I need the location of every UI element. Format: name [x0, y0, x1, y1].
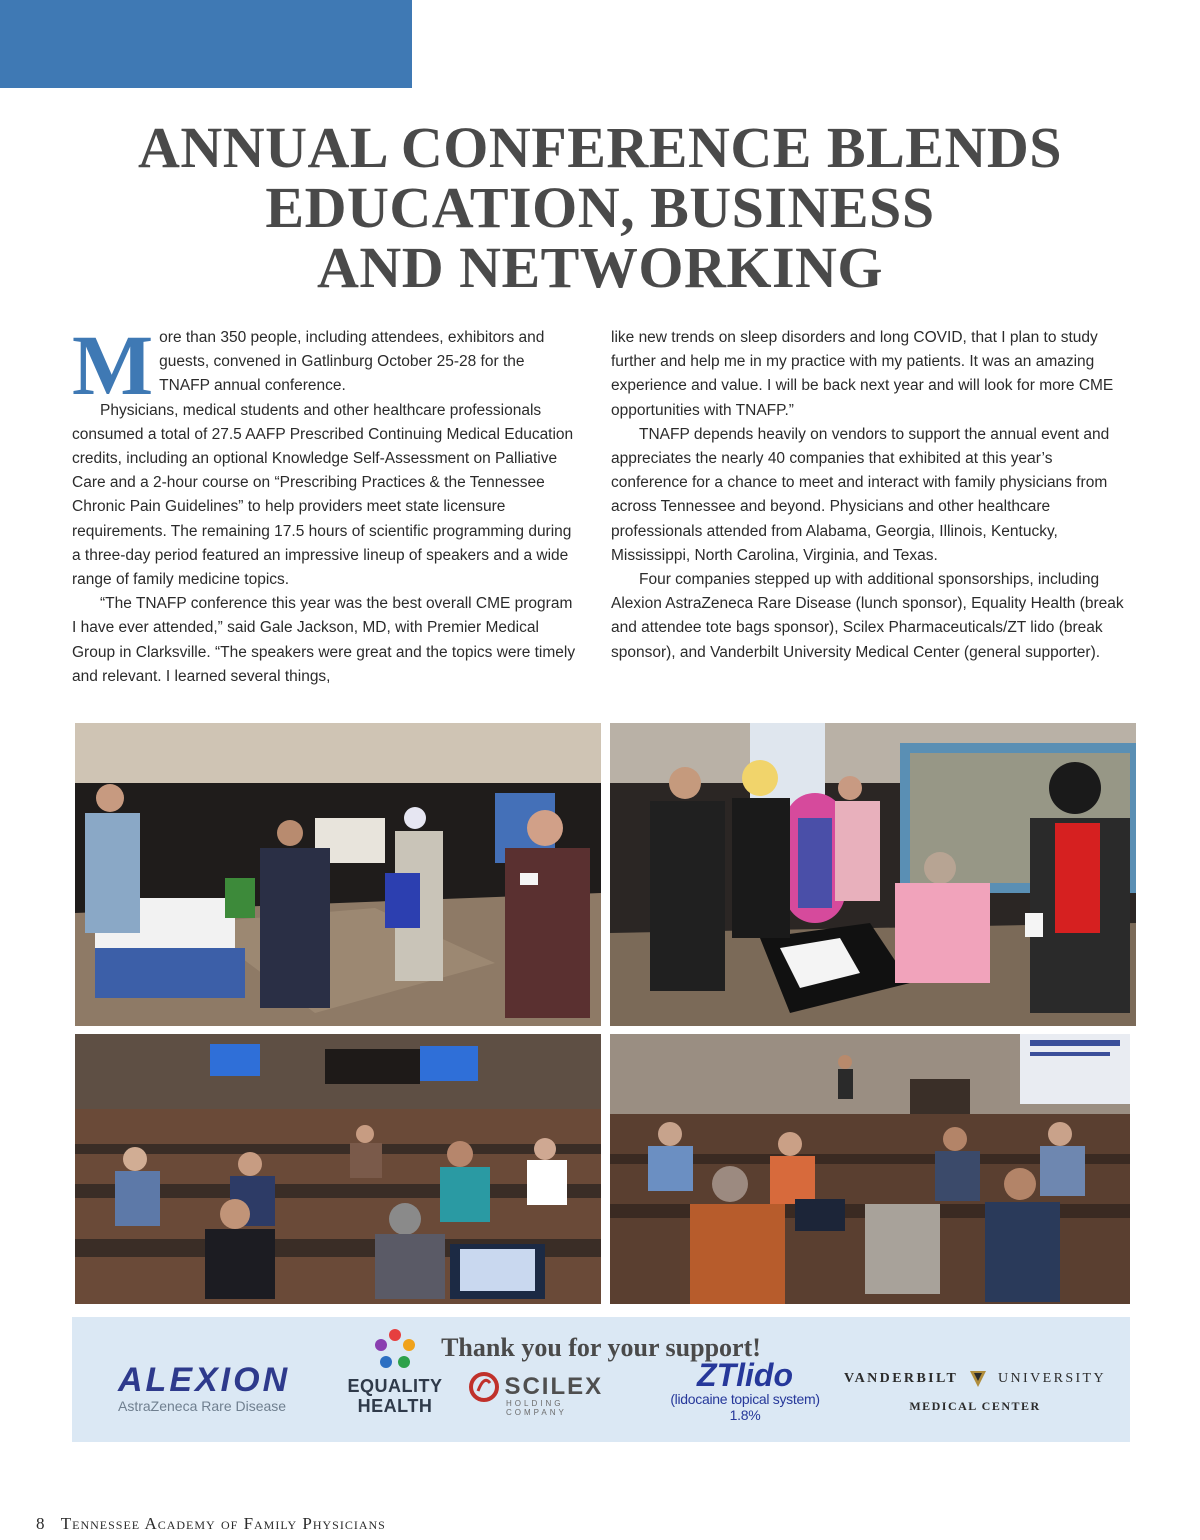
sponsor-heading: Thank you for your support! — [441, 1333, 761, 1362]
scilex-logo — [468, 1371, 628, 1417]
paragraph-2: Physicians, medical students and other healthcare professionals consumed a total of 27.5 AAFP Prescribed Continuing Medical Education credits, including an optional Knowledge Self-Assessment on Palliative Care and a 2-hour course on “Prescribing Practices & the Tennessee Chronic Pain Guidelines” to help providers meet state licensure requirements. The remaining 17.5 hours of scientific programming during a three-day period featured an impressive lineup of speakers and a wide range of family medicine topics. — [72, 401, 574, 589]
sponsor-thanks-band — [72, 1317, 1130, 1442]
photo-speaker-session — [610, 1034, 1130, 1304]
vanderbilt-logo-name — [840, 1369, 1110, 1389]
alexion-logo-tagline: AstraZeneca Rare Disease — [118, 1398, 287, 1414]
ztlido-logo — [660, 1359, 830, 1423]
equality-health-figure-icon — [373, 1327, 417, 1371]
paragraph-1 — [72, 317, 577, 413]
equality-health-line-2: HEALTH — [357, 1396, 433, 1416]
scilex-logo-name: SCILEX — [504, 1373, 604, 1400]
publication-name: Tennessee Academy of Family Physicians — [60, 1514, 386, 1533]
headline-line-1: ANNUAL CONFERENCE BLENDS — [137, 115, 1063, 180]
article-column-right — [611, 326, 1131, 665]
vanderbilt-word-1: VANDERBILT — [843, 1371, 959, 1387]
corner-color-tab — [0, 0, 412, 88]
paragraph-1-text: ore than 350 people, including attendees, exhibitors and guests, convened in Gatlinburg October 25-28 for the TNAFP annual conference. — [159, 329, 545, 395]
paragraph-6: Four companies stepped up with additional sponsorships, including Alexion AstraZeneca Rare Disease (lunch sponsor), Equality Health (break and attendee tote bags sponsor), Scilex Pharmaceuticals/ZT lido (break sponsor), and Vanderbilt University Medical Center (general supporter). — [611, 571, 1124, 661]
scilex-emblem-icon — [468, 1371, 500, 1403]
vanderbilt-oak-leaf-icon — [968, 1369, 988, 1389]
alexion-logo-name: ALEXION — [118, 1361, 291, 1399]
drop-cap: M — [72, 317, 154, 413]
headline-line-2: EDUCATION, BUSINESS — [265, 175, 935, 240]
page-number: 8 — [36, 1514, 46, 1533]
equality-health-line-1: EQUALITY — [347, 1376, 443, 1396]
headline-line-3: AND NETWORKING — [316, 235, 884, 300]
paragraph-5: TNAFP depends heavily on vendors to support the annual event and appreciates the nearly 40 companies that exhibited at this year’s conference for a chance to meet and interact with family physicians from across Tennessee and beyond. Physicians and other healthcare professionals attended from Alabama, Georgia, Illinois, Kentucky, Mississippi, North Carolina, Virginia, and Texas. — [611, 425, 1110, 564]
scilex-logo-tagline: HOLDING COMPANY — [506, 1399, 567, 1417]
article-column-left — [72, 317, 577, 689]
ztlido-logo-tagline: (lidocaine topical system) 1.8% — [670, 1391, 820, 1423]
paragraph-3: “The TNAFP conference this year was the best overall CME program I have ever attended,” said Gale Jackson, MD, with Premier Medical Group in Clarksville. “The speakers were great and the topics were timely and relevant. I learned several things, — [72, 595, 576, 685]
alexion-logo — [118, 1361, 328, 1414]
photo-costumed-exhibitors — [610, 723, 1136, 1026]
photo-lecture-hall — [75, 1034, 601, 1304]
photo-exhibit-hall — [75, 723, 601, 1026]
vanderbilt-logo-sub: MEDICAL CENTER — [909, 1399, 1041, 1413]
page-footer — [36, 1514, 386, 1534]
equality-health-logo — [340, 1327, 450, 1416]
vanderbilt-logo — [840, 1369, 1110, 1414]
ztlido-logo-name: ZTlido — [697, 1357, 793, 1393]
vanderbilt-word-2: UNIVERSITY — [998, 1371, 1107, 1387]
article-headline — [60, 115, 1140, 300]
paragraph-4: like new trends on sleep disorders and long COVID, that I plan to study further and help me in my practice with my patients. It was an amazing experience and value. I will be back next year and will look for more CME opportunities with TNAFP.” — [611, 329, 1114, 419]
